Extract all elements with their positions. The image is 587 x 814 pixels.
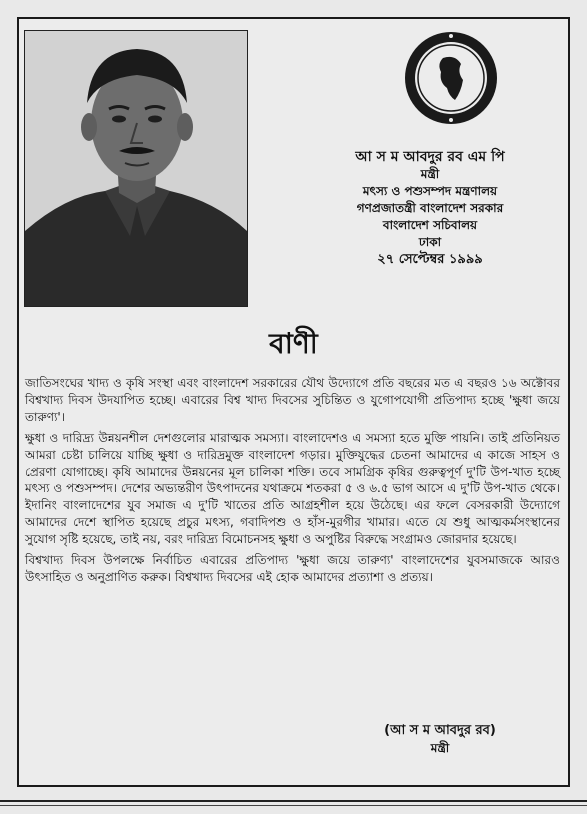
- bottom-divider: [0, 800, 587, 802]
- sender-details: [300, 148, 560, 269]
- government-name: গণপ্রজাতন্ত্রী বাংলাদেশ সরকার: [356, 201, 504, 215]
- body-paragraph: বিশ্বখাদ্য দিবস উপলক্ষে নির্বাচিত এবারের প্রতিপাদ্য 'ক্ষুধা জয়ে তারুণ্য' বাংলাদেশের যুবসমাজকে আরও উৎসাহিত ও অনুপ্রাণিত করুক। বিশ্বখাদ্য দিবসের এই হোক আমাদের প্রত্যাশা ও প্রত্যয়।: [25, 553, 560, 584]
- sender-designation: মন্ত্রী: [420, 167, 440, 181]
- message-heading: বাণী: [269, 327, 318, 360]
- city-name: ঢাকা: [418, 235, 442, 249]
- government-seal-icon: [403, 30, 499, 126]
- message-date: ২৭ সেপ্টেম্বর ১৯৯৯: [377, 252, 483, 267]
- portrait-photo: [24, 30, 248, 307]
- message-body: [25, 375, 560, 590]
- portrait-photo-graphic: [25, 31, 247, 306]
- signature-title: মন্ত্রী: [430, 741, 450, 755]
- ministry-name: মৎস্য ও পশুসম্পদ মন্ত্রণালয়: [362, 184, 498, 198]
- body-paragraph: জাতিসংঘের খাদ্য ও কৃষি সংস্থা এবং বাংলাদেশ সরকারের যৌথ উদ্যোগে প্রতি বছরের মত এ বছরও ১৬ অক্টোবর বিশ্বখাদ্য দিবস উদযাপিত হচ্ছে। এবারের বিশ্ব খাদ্য দিবসের সুচিন্তিত ও যুগোপযোগী প্রতিপাদ্য হচ্ছে 'ক্ষুধা জয়ে তারুণ্য'।: [25, 376, 560, 424]
- bottom-divider-thin: [0, 805, 587, 806]
- body-paragraph: ক্ষুধা ও দারিদ্র্য উন্নয়নশীল দেশগুলোর মারাত্মক সমস্যা। বাংলাদেশও এ সমস্যা হতে মুক্তি পায়নি। তাই প্রতিনিয়ত আমরা চেষ্টা চালিয়ে যাচ্ছি ক্ষুধা ও দারিদ্রমুক্ত বাংলাদেশ গড়ার। মুক্তিযুদ্ধের চেতনা আমাদের এ কাজে সাহস ও প্রেরণা যোগাচ্ছে। কৃষি আমাদের উন্নয়নের মূল চালিকা শক্তি। তবে সামগ্রিক কৃষির গুরুত্বপূর্ণ দু'টি উপ-খাত হচ্ছে মৎস্য ও পশুসম্পদ। দেশের অভ্যন্তরীণ উৎপাদনের যথাক্রমে শতকরা ৫ ও ৬.৫ ভাগ আসে এ দু'টি উপ-খাত থেকে। ইদানিং বাংলাদেশের যুব সমাজ এ দু'টি খাতের প্রতি আগ্রহশীল হয়ে উঠেছে। এর ফলে বেসরকারী উদ্যোগে আমাদের দেশে স্থাপিত হয়েছে প্রচুর মৎস্য, গবাদিপশু ও হাঁস-মুরগীর খামার। এতে যে শুধু আত্মকর্মসংস্থানের সুযোগ সৃষ্টি হয়েছে, তাই নয়, বরং দারিদ্র্য বিমোচনসহ ক্ষুধা ও অপুষ্টির বিরুদ্ধে সংগ্রামও জোরদার হয়েছে।: [25, 430, 560, 547]
- signature-block: [330, 722, 550, 757]
- government-seal-graphic: [403, 30, 499, 126]
- sender-name: আ স ম আবদুর রব এম পি: [355, 149, 505, 165]
- signature-name: (আ স ম আবদুর রব): [384, 723, 496, 738]
- secretariat-name: বাংলাদেশ সচিবালয়: [382, 218, 478, 232]
